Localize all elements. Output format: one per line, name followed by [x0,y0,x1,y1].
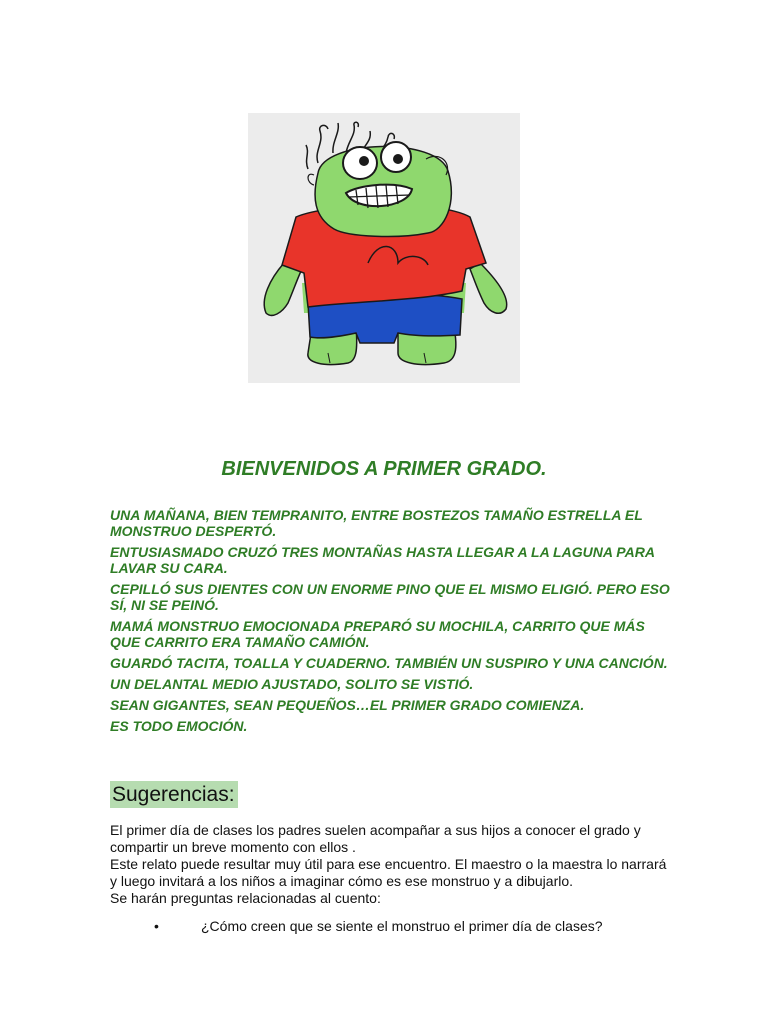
poem-line: GUARDÓ TACITA, TOALLA Y CUADERNO. TAMBIÉN UN SUSPIRO Y UNA CANCIÓN. [110,655,668,671]
paragraph: Se harán preguntas relacionadas al cuento: [110,890,381,906]
poem-line: CEPILLÓ SUS DIENTES CON UN ENORME PINO QUE EL MISMO ELIGIÓ. PERO ESO SÍ, NI SE PEINÓ. [110,581,670,613]
poem-line: UN DELANTAL MEDIO AJUSTADO, SOLITO SE VISTIÓ. [110,676,474,692]
suggestions-heading: Sugerencias: [110,781,238,808]
paragraph: El primer día de clases los padres suelen acompañar a sus hijos a conocer el grado y compartir un breve momento con ellos . [110,822,641,855]
document-title: BIENVENIDOS A PRIMER GRADO. [221,458,547,480]
question-text: ¿Cómo creen que se siente el monstruo el primer día de clases? [201,918,603,934]
poem [110,507,670,739]
suggestions-body [110,822,670,907]
poem-line: ENTUSIASMADO CRUZÓ TRES MONTAÑAS HASTA LLEGAR A LA LAGUNA PARA LAVAR SU CARA. [110,544,655,576]
paragraph: Este relato puede resultar muy útil para ese encuentro. El maestro o la maestra lo narrará y luego invitará a los niños a imaginar cómo es ese monstruo y a dibujarlo. [110,856,667,889]
poem-line: MAMÁ MONSTRUO EMOCIONADA PREPARÓ SU MOCHILA, CARRITO QUE MÁS QUE CARRITO ERA TAMAÑO CAMIÓN. [110,618,645,650]
monster-icon [248,113,520,383]
poem-line: UNA MAÑANA, BIEN TEMPRANITO, ENTRE BOSTEZOS TAMAÑO ESTRELLA EL MONSTRUO DESPERTÓ. [110,507,643,539]
poem-line: ES TODO EMOCIÓN. [110,718,248,734]
bullet-icon: • [154,918,159,934]
poem-line: SEAN GIGANTES, SEAN PEQUEÑOS…EL PRIMER GRADO COMIENZA. [110,697,585,713]
monster-illustration [248,113,520,383]
